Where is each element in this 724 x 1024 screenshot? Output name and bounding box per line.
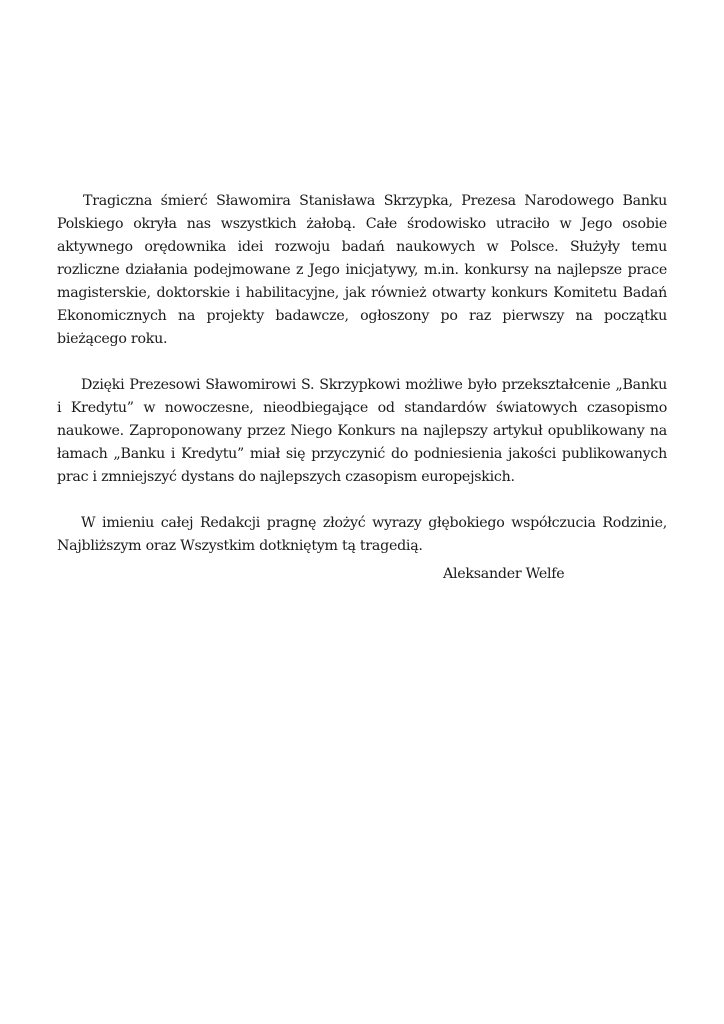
paragraph-tribute: Tragiczna śmierć Sławomira Stanisława Skrzypka, Prezesa Narodowego Banku Polskiego okryła nas wszystkich żałobą. Całe środowisko utraciło w Jego osobie aktywnego orędownika idei rozwoju badań naukowych w Polsce. Służyły temu rozliczne działania podejmowane z Jego inicjatywy, m.in. konkursy na najlepsze prace magisterskie, doktorskie i habilitacyjne, jak również otwarty konkurs Komitetu Badań Ekonomicznych na projekty badawcze, ogłoszony po raz pierwszy na początku bieżącego roku.: [57, 193, 667, 347]
letter-body: [57, 190, 667, 581]
paragraph-journal: Dzięki Prezesowi Sławomirowi S. Skrzypkowi możliwe było przekształcenie „Banku i Kredytu” w nowoczesne, nieodbiegające od standardów światowych czasopismo naukowe. Zaproponowany przez Niego Konkurs na najlepszy artykuł opublikowany na łamach „Banku i Kredytu” miał się przyczynić do podniesienia jakości publikowanych prac i zmniejszyć dystans do najlepszych czasopism europejskich.: [57, 377, 667, 485]
signature: Aleksander Welfe: [443, 566, 565, 582]
paragraph-condolences: W imieniu całej Redakcji pragnę złożyć wyrazy głębokiego współczucia Rodzinie, Najbliższym oraz Wszystkim dotkniętym tą tragedią.: [57, 515, 667, 554]
